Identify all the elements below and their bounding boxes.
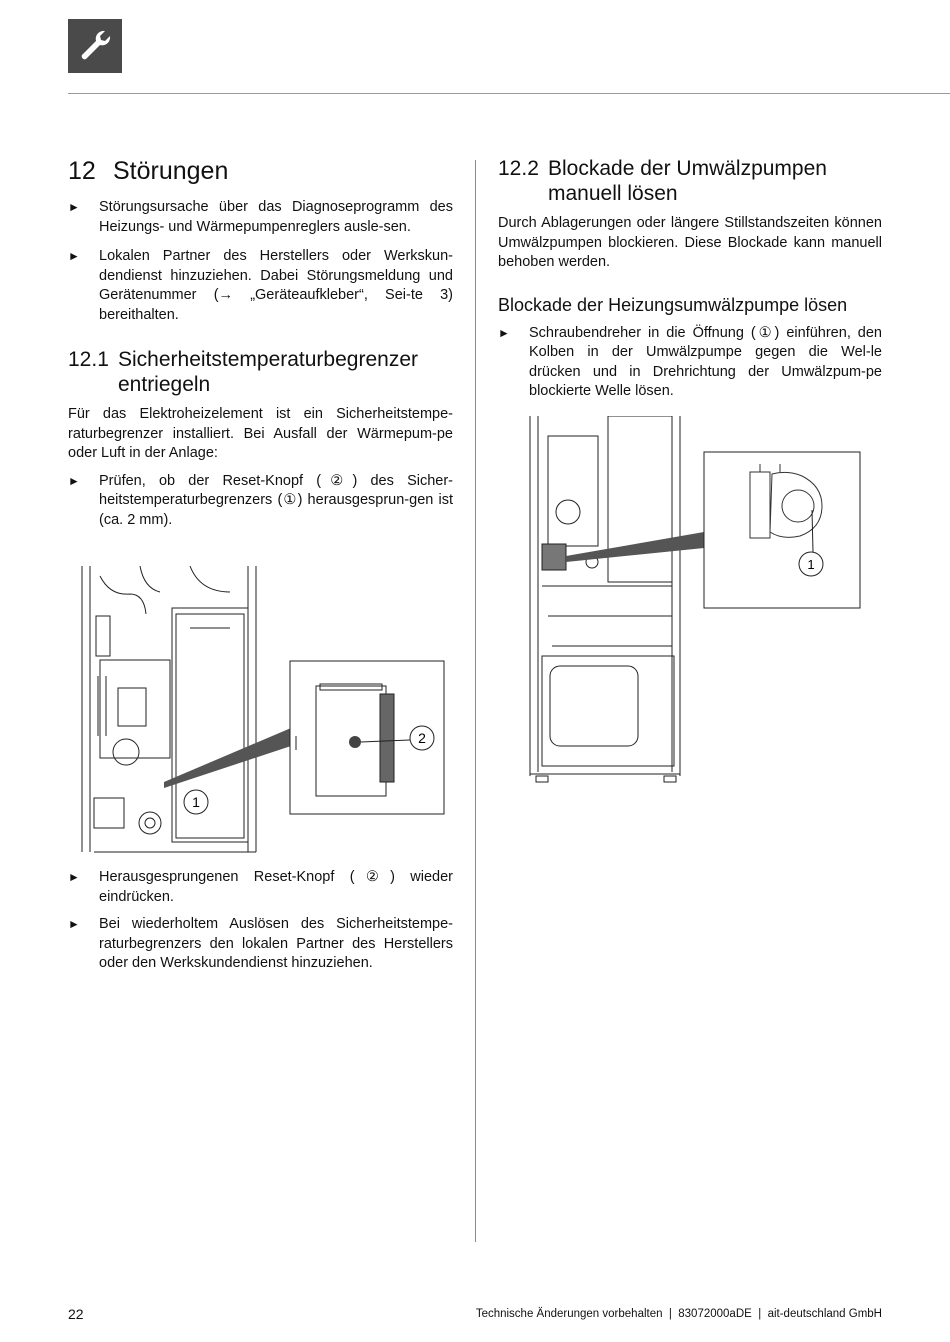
- list-item: ► Herausgesprungenen Reset-Knopf (②) wieder eindrücken.: [68, 869, 453, 905]
- column-divider: [475, 160, 476, 1242]
- subsection-title: Sicherheitstemperaturbegrenzer entriegeln: [118, 348, 418, 396]
- wrench-icon: [68, 19, 122, 73]
- page-number: 22: [68, 1306, 84, 1322]
- figure-label-1: 1: [192, 794, 200, 810]
- list-item: ► Schraubendreher in die Öffnung (①) einführen, den Kolben in der Umwälzpumpe gegen die Wel-le drücken und in Drehrichtung der Umwälzpum-pe blockierte Welle lösen.: [498, 324, 882, 399]
- arrow-bullet-icon: ►: [68, 870, 80, 884]
- list-item: ► Bei wiederholtem Auslösen des Sicherheitstempe-raturbegrenzers den lokalen Partner des Herstellers oder den Werkskundendienst hinzuziehen.: [68, 916, 453, 971]
- pump-illustration: [528, 416, 862, 786]
- subsection-heading: [68, 347, 453, 397]
- arrow-bullet-icon: ►: [498, 325, 510, 340]
- arrow-bullet-icon: ►: [68, 917, 80, 931]
- figure-label-2: 2: [418, 730, 426, 746]
- bullet-list: [498, 324, 882, 402]
- bullet-list-3: [68, 868, 453, 974]
- arrow-bullet-icon: ►: [68, 249, 80, 263]
- header-rule: [68, 93, 950, 94]
- subsection-number: 12.1: [68, 348, 109, 371]
- list-item: ► Störungsursache über das Diagnoseprogramm des Heizungs- und Wärmepumpenreglers ausle-sen.: [68, 199, 453, 235]
- section-title: Störungen: [113, 157, 229, 185]
- list-item: ► Prüfen, ob der Reset-Knopf (②) des Sicher-heitstemperaturbegrenzers (①) herausgesprun-gen ist (ca. 2 mm).: [68, 472, 453, 528]
- list-item: ► Lokalen Partner des Herstellers oder Werkskun-dendienst hinzuziehen. Dabei Störungsmeldung und Gerätenummer (→ „Geräteaufkleber“, Sei-te 3) bereithalten.: [68, 248, 453, 323]
- subsection-number: 12.2: [498, 157, 539, 180]
- bullet-list-2: [68, 472, 453, 531]
- figure-label-1: 1: [807, 557, 815, 572]
- stb-illustration: [80, 566, 446, 854]
- figure-pump: [528, 416, 862, 791]
- paragraph: Für das Elektroheizelement ist ein Sicherheitstempe-raturbegrenzer installiert. Bei Ausfall der Wärmepum-pe oder Luft in der Anlage:: [68, 406, 453, 461]
- bullet-list-1: [68, 198, 453, 325]
- section-number: 12: [68, 157, 96, 185]
- left-column-lower: [68, 868, 453, 974]
- subsection-heading: [498, 156, 882, 206]
- left-column: [68, 156, 453, 530]
- footer-text: Technische Änderungen vorbehalten | 83072000aDE | ait-deutschland GmbH: [475, 1308, 882, 1320]
- section-icon-box: [68, 19, 122, 73]
- paragraph: Durch Ablagerungen oder längere Stillstandszeiten können Umwälzpumpen blockieren. Diese Blockade kann manuell behoben werden.: [498, 215, 882, 270]
- procedure-heading: Blockade der Heizungsumwälzpumpe lösen: [498, 294, 848, 315]
- section-heading: [68, 156, 453, 186]
- arrow-bullet-icon: ►: [68, 473, 80, 488]
- subsection-title: Blockade der Umwälzpumpen manuell lösen: [548, 157, 827, 205]
- right-column: [498, 156, 882, 402]
- figure-stb: [80, 566, 446, 859]
- arrow-bullet-icon: ►: [68, 200, 80, 214]
